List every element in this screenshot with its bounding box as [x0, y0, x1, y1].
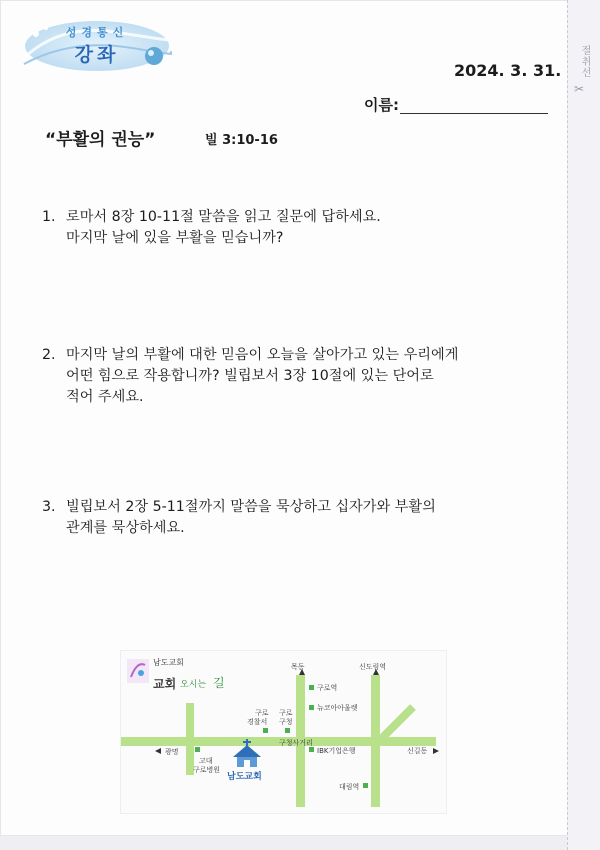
lesson-title: “부활의 권능” — [45, 130, 156, 150]
scissors-icon: ✂ — [574, 82, 585, 96]
map-title-part: 교회 — [153, 677, 177, 691]
label-ibk: IBK기업은행 — [317, 747, 356, 755]
question-line: 마지막 날에 있을 부활을 믿습니까? — [66, 230, 284, 246]
marker-new-core — [309, 705, 314, 710]
label-hospital-2: 구로병원 — [193, 766, 221, 774]
name-label: 이름: — [364, 96, 399, 114]
church-location-map — [120, 650, 447, 814]
question-text — [66, 497, 566, 539]
question-number: 2. — [42, 347, 56, 363]
road-diagonal — [379, 707, 413, 741]
arrow-right-icon — [433, 748, 439, 754]
marker-daerim — [363, 783, 368, 788]
cut-line-label: 절취선 — [579, 45, 590, 78]
marker-hospital — [195, 747, 200, 752]
label-gwangmyeong: 광명 — [165, 748, 179, 756]
map-church-name: 남도교회 — [153, 658, 184, 667]
question-number: 3. — [42, 499, 56, 515]
badge-title-text: 강좌 — [74, 44, 120, 66]
marker-police — [285, 728, 290, 733]
label-police-2: 경찰서 — [247, 718, 268, 726]
scripture-reference: 빌 3:10-16 — [205, 133, 278, 148]
marker-guro-station — [309, 685, 314, 690]
question-text — [66, 207, 566, 249]
label-singil: 신길동 — [407, 747, 428, 755]
map-logo-dot — [138, 670, 144, 676]
question-line: 로마서 8장 10-11절 말씀을 읽고 질문에 답하세요. — [66, 209, 381, 225]
label-hospital-1: 고대 — [199, 757, 213, 765]
badge-series-text: 성경통신 — [65, 26, 129, 39]
question-line: 어떤 힘으로 작용합니까? 빌립보서 3장 10절에 있는 단어로 — [66, 368, 434, 384]
name-field-line[interactable] — [400, 113, 548, 114]
map-logo-box — [127, 659, 149, 683]
label-police-1: 구로 — [255, 709, 269, 717]
marker-guro-office — [263, 728, 268, 733]
question-line: 관계를 묵상하세요. — [66, 520, 185, 536]
arrow-left-icon — [155, 748, 161, 754]
question-line: 마지막 날의 부활에 대한 믿음이 오늘을 살아가고 있는 우리에게 — [66, 347, 459, 363]
map-title-part: 오시는 — [180, 680, 207, 690]
label-intersection: 구청사거리 — [279, 739, 313, 747]
question-text — [66, 345, 566, 408]
question-line: 적어 주세요. — [66, 389, 144, 405]
label-new-core: 뉴코아아울렛 — [317, 704, 358, 712]
question-number: 1. — [42, 209, 56, 225]
map-destination-label: 남도교회 — [227, 772, 262, 782]
label-daerim: 대림역 — [339, 783, 360, 791]
label-office-2: 구청 — [279, 718, 293, 726]
label-guro-station: 구로역 — [317, 684, 338, 692]
tear-off-strip — [567, 0, 600, 850]
label-office-1: 구로 — [279, 709, 293, 717]
label-mokdong: 목동 — [291, 663, 305, 671]
question-line: 빌립보서 2장 5-11절까지 말씀을 묵상하고 십자가와 부활의 — [66, 499, 436, 515]
map-title-part: 길 — [213, 676, 225, 690]
worksheet-date: 2024. 3. 31. — [454, 61, 562, 80]
label-sindorim: 신도림역 — [359, 663, 387, 671]
course-badge — [22, 18, 172, 74]
